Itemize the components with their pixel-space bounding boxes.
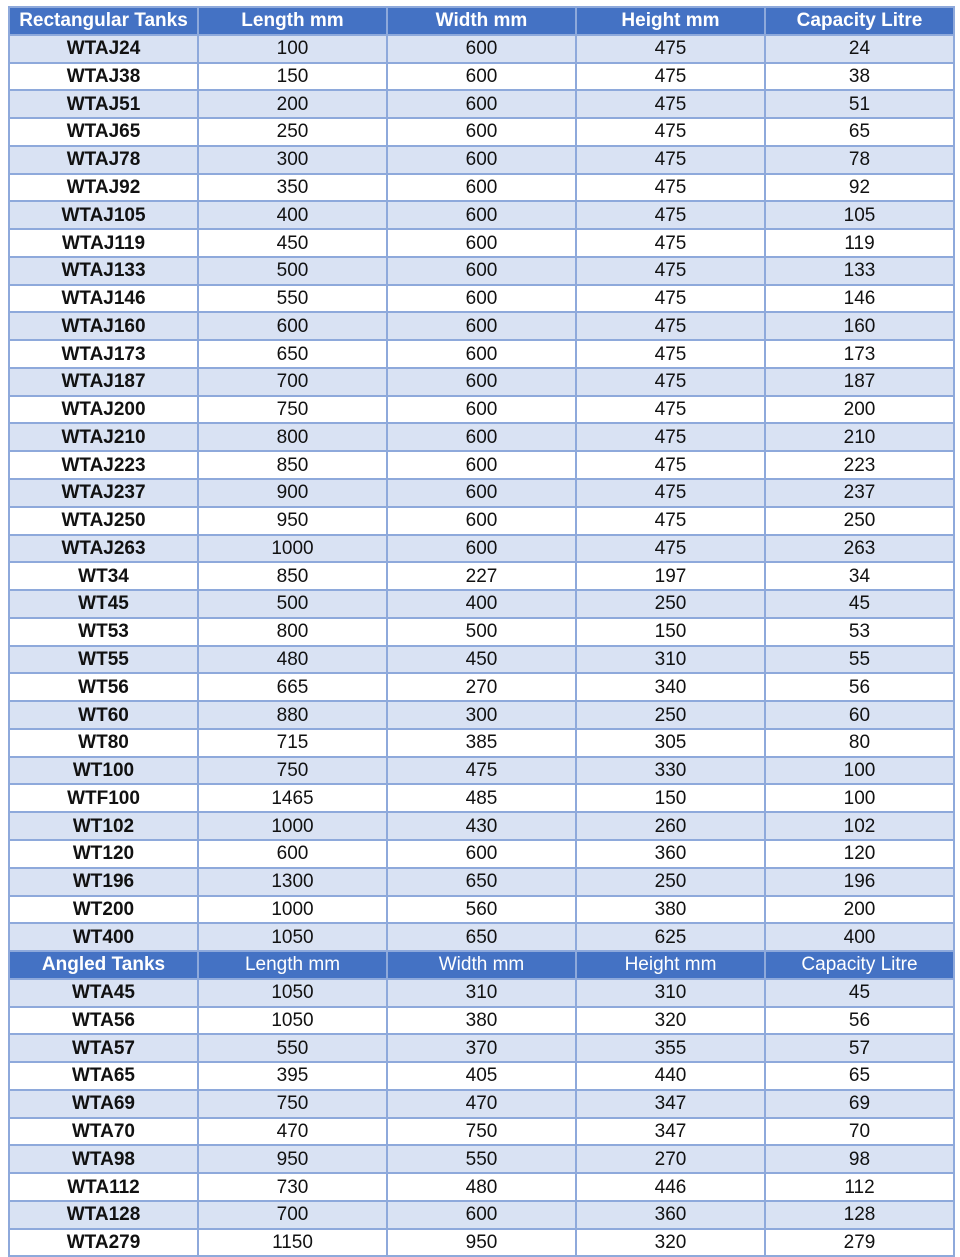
model-cell: WTA69	[9, 1090, 198, 1118]
model-cell: WT53	[9, 618, 198, 646]
model-cell: WTAJ65	[9, 118, 198, 146]
rectangular-header-row	[9, 7, 954, 35]
width-cell: 500	[387, 618, 576, 646]
table-row	[9, 784, 954, 812]
width-cell: 310	[387, 979, 576, 1007]
height-cell: 360	[576, 1201, 765, 1229]
capacity-cell: 78	[765, 146, 954, 174]
height-cell: 475	[576, 340, 765, 368]
table-row	[9, 1034, 954, 1062]
height-cell: 197	[576, 562, 765, 590]
capacity-cell: 92	[765, 174, 954, 202]
capacity-cell: 120	[765, 840, 954, 868]
height-cell: 475	[576, 451, 765, 479]
model-cell: WTA56	[9, 1007, 198, 1035]
rectangular-section-title: Rectangular Tanks	[9, 7, 198, 35]
length-cell: 300	[198, 146, 387, 174]
height-cell: 260	[576, 812, 765, 840]
capacity-cell: 146	[765, 285, 954, 313]
model-cell: WT120	[9, 840, 198, 868]
length-cell: 400	[198, 201, 387, 229]
length-cell: 1300	[198, 868, 387, 896]
table-row	[9, 535, 954, 563]
length-cell: 1000	[198, 812, 387, 840]
width-cell: 600	[387, 90, 576, 118]
length-cell: 250	[198, 118, 387, 146]
table-row	[9, 673, 954, 701]
capacity-cell: 160	[765, 312, 954, 340]
width-cell: 480	[387, 1173, 576, 1201]
table-row	[9, 1090, 954, 1118]
model-cell: WT34	[9, 562, 198, 590]
length-cell: 750	[198, 757, 387, 785]
table-row	[9, 229, 954, 257]
table-row	[9, 562, 954, 590]
capacity-cell: 263	[765, 535, 954, 563]
capacity-cell: 34	[765, 562, 954, 590]
capacity-cell: 24	[765, 35, 954, 63]
capacity-cell: 237	[765, 479, 954, 507]
height-cell: 340	[576, 673, 765, 701]
capacity-cell: 100	[765, 784, 954, 812]
capacity-cell: 210	[765, 423, 954, 451]
table-row	[9, 868, 954, 896]
rectangular-capacity-header: Capacity Litre	[765, 7, 954, 35]
angled-capacity-header: Capacity Litre	[765, 951, 954, 979]
capacity-cell: 279	[765, 1229, 954, 1257]
height-cell: 320	[576, 1229, 765, 1257]
model-cell: WT45	[9, 590, 198, 618]
width-cell: 380	[387, 1007, 576, 1035]
width-cell: 600	[387, 174, 576, 202]
width-cell: 600	[387, 368, 576, 396]
height-cell: 330	[576, 757, 765, 785]
capacity-cell: 65	[765, 118, 954, 146]
width-cell: 950	[387, 1229, 576, 1257]
table-row	[9, 479, 954, 507]
width-cell: 400	[387, 590, 576, 618]
length-cell: 100	[198, 35, 387, 63]
model-cell: WTAJ237	[9, 479, 198, 507]
capacity-cell: 45	[765, 979, 954, 1007]
model-cell: WT196	[9, 868, 198, 896]
capacity-cell: 56	[765, 673, 954, 701]
width-cell: 485	[387, 784, 576, 812]
model-cell: WTAJ78	[9, 146, 198, 174]
angled-height-header: Height mm	[576, 951, 765, 979]
width-cell: 650	[387, 923, 576, 951]
capacity-cell: 400	[765, 923, 954, 951]
width-cell: 600	[387, 146, 576, 174]
table-row	[9, 63, 954, 91]
capacity-cell: 196	[765, 868, 954, 896]
width-cell: 560	[387, 896, 576, 924]
model-cell: WTAJ38	[9, 63, 198, 91]
height-cell: 475	[576, 285, 765, 313]
table-row	[9, 618, 954, 646]
capacity-cell: 133	[765, 257, 954, 285]
length-cell: 650	[198, 340, 387, 368]
height-cell: 440	[576, 1062, 765, 1090]
length-cell: 450	[198, 229, 387, 257]
height-cell: 475	[576, 479, 765, 507]
table-row	[9, 396, 954, 424]
capacity-cell: 38	[765, 63, 954, 91]
table-row	[9, 979, 954, 1007]
capacity-cell: 65	[765, 1062, 954, 1090]
length-cell: 150	[198, 63, 387, 91]
height-cell: 150	[576, 618, 765, 646]
width-cell: 600	[387, 312, 576, 340]
model-cell: WTA57	[9, 1034, 198, 1062]
width-cell: 600	[387, 63, 576, 91]
length-cell: 700	[198, 368, 387, 396]
capacity-cell: 187	[765, 368, 954, 396]
height-cell: 475	[576, 146, 765, 174]
table-row	[9, 757, 954, 785]
model-cell: WTAJ160	[9, 312, 198, 340]
length-cell: 800	[198, 618, 387, 646]
model-cell: WT80	[9, 729, 198, 757]
capacity-cell: 69	[765, 1090, 954, 1118]
capacity-cell: 102	[765, 812, 954, 840]
height-cell: 355	[576, 1034, 765, 1062]
model-cell: WTAJ133	[9, 257, 198, 285]
table-row	[9, 896, 954, 924]
height-cell: 475	[576, 396, 765, 424]
height-cell: 380	[576, 896, 765, 924]
model-cell: WT400	[9, 923, 198, 951]
height-cell: 270	[576, 1145, 765, 1173]
width-cell: 227	[387, 562, 576, 590]
table-row	[9, 1173, 954, 1201]
length-cell: 550	[198, 1034, 387, 1062]
capacity-cell: 55	[765, 646, 954, 674]
model-cell: WT102	[9, 812, 198, 840]
table-row	[9, 257, 954, 285]
width-cell: 600	[387, 257, 576, 285]
width-cell: 600	[387, 285, 576, 313]
length-cell: 715	[198, 729, 387, 757]
length-cell: 1000	[198, 535, 387, 563]
length-cell: 730	[198, 1173, 387, 1201]
width-cell: 600	[387, 479, 576, 507]
rectangular-length-header: Length mm	[198, 7, 387, 35]
height-cell: 475	[576, 229, 765, 257]
model-cell: WTAJ210	[9, 423, 198, 451]
tank-table-body	[9, 7, 954, 1256]
width-cell: 385	[387, 729, 576, 757]
length-cell: 1000	[198, 896, 387, 924]
width-cell: 450	[387, 646, 576, 674]
height-cell: 475	[576, 63, 765, 91]
capacity-cell: 60	[765, 701, 954, 729]
model-cell: WTA45	[9, 979, 198, 1007]
width-cell: 600	[387, 507, 576, 535]
height-cell: 347	[576, 1118, 765, 1146]
length-cell: 950	[198, 1145, 387, 1173]
capacity-cell: 173	[765, 340, 954, 368]
model-cell: WTAJ263	[9, 535, 198, 563]
table-row	[9, 285, 954, 313]
capacity-cell: 200	[765, 896, 954, 924]
width-cell: 600	[387, 840, 576, 868]
model-cell: WT55	[9, 646, 198, 674]
length-cell: 750	[198, 396, 387, 424]
height-cell: 475	[576, 507, 765, 535]
model-cell: WTAJ51	[9, 90, 198, 118]
length-cell: 200	[198, 90, 387, 118]
length-cell: 800	[198, 423, 387, 451]
length-cell: 1050	[198, 979, 387, 1007]
capacity-cell: 70	[765, 1118, 954, 1146]
capacity-cell: 56	[765, 1007, 954, 1035]
model-cell: WTAJ105	[9, 201, 198, 229]
angled-header-row	[9, 951, 954, 979]
height-cell: 475	[576, 35, 765, 63]
capacity-cell: 223	[765, 451, 954, 479]
height-cell: 475	[576, 368, 765, 396]
length-cell: 600	[198, 840, 387, 868]
table-row	[9, 174, 954, 202]
rectangular-height-header: Height mm	[576, 7, 765, 35]
capacity-cell: 128	[765, 1201, 954, 1229]
model-cell: WTAJ250	[9, 507, 198, 535]
length-cell: 500	[198, 257, 387, 285]
model-cell: WTF100	[9, 784, 198, 812]
length-cell: 850	[198, 451, 387, 479]
height-cell: 475	[576, 312, 765, 340]
length-cell: 1050	[198, 1007, 387, 1035]
width-cell: 600	[387, 35, 576, 63]
model-cell: WTA128	[9, 1201, 198, 1229]
height-cell: 250	[576, 868, 765, 896]
width-cell: 430	[387, 812, 576, 840]
length-cell: 880	[198, 701, 387, 729]
capacity-cell: 45	[765, 590, 954, 618]
height-cell: 360	[576, 840, 765, 868]
width-cell: 270	[387, 673, 576, 701]
height-cell: 250	[576, 701, 765, 729]
capacity-cell: 80	[765, 729, 954, 757]
table-row	[9, 1007, 954, 1035]
table-row	[9, 340, 954, 368]
capacity-cell: 250	[765, 507, 954, 535]
angled-length-header: Length mm	[198, 951, 387, 979]
width-cell: 600	[387, 396, 576, 424]
capacity-cell: 119	[765, 229, 954, 257]
table-row	[9, 1201, 954, 1229]
width-cell: 300	[387, 701, 576, 729]
table-row	[9, 368, 954, 396]
table-row	[9, 451, 954, 479]
model-cell: WT60	[9, 701, 198, 729]
width-cell: 475	[387, 757, 576, 785]
length-cell: 470	[198, 1118, 387, 1146]
width-cell: 600	[387, 201, 576, 229]
model-cell: WTA279	[9, 1229, 198, 1257]
length-cell: 665	[198, 673, 387, 701]
angled-width-header: Width mm	[387, 951, 576, 979]
model-cell: WTAJ146	[9, 285, 198, 313]
width-cell: 650	[387, 868, 576, 896]
width-cell: 750	[387, 1118, 576, 1146]
rectangular-width-header: Width mm	[387, 7, 576, 35]
height-cell: 150	[576, 784, 765, 812]
length-cell: 1050	[198, 923, 387, 951]
height-cell: 475	[576, 535, 765, 563]
capacity-cell: 53	[765, 618, 954, 646]
table-row	[9, 35, 954, 63]
height-cell: 310	[576, 979, 765, 1007]
table-row	[9, 507, 954, 535]
width-cell: 370	[387, 1034, 576, 1062]
height-cell: 250	[576, 590, 765, 618]
tank-specifications-table	[8, 6, 955, 1257]
width-cell: 600	[387, 423, 576, 451]
model-cell: WTA70	[9, 1118, 198, 1146]
width-cell: 600	[387, 451, 576, 479]
table-row	[9, 590, 954, 618]
model-cell: WTAJ173	[9, 340, 198, 368]
table-row	[9, 90, 954, 118]
model-cell: WTAJ200	[9, 396, 198, 424]
model-cell: WTAJ92	[9, 174, 198, 202]
length-cell: 900	[198, 479, 387, 507]
length-cell: 700	[198, 1201, 387, 1229]
table-row	[9, 701, 954, 729]
capacity-cell: 105	[765, 201, 954, 229]
capacity-cell: 98	[765, 1145, 954, 1173]
model-cell: WT200	[9, 896, 198, 924]
width-cell: 550	[387, 1145, 576, 1173]
length-cell: 600	[198, 312, 387, 340]
width-cell: 600	[387, 340, 576, 368]
width-cell: 600	[387, 229, 576, 257]
height-cell: 475	[576, 201, 765, 229]
height-cell: 475	[576, 423, 765, 451]
table-row	[9, 1145, 954, 1173]
height-cell: 475	[576, 174, 765, 202]
model-cell: WTAJ223	[9, 451, 198, 479]
length-cell: 550	[198, 285, 387, 313]
capacity-cell: 200	[765, 396, 954, 424]
model-cell: WT56	[9, 673, 198, 701]
model-cell: WT100	[9, 757, 198, 785]
table-row	[9, 729, 954, 757]
height-cell: 320	[576, 1007, 765, 1035]
model-cell: WTAJ119	[9, 229, 198, 257]
height-cell: 446	[576, 1173, 765, 1201]
table-row	[9, 840, 954, 868]
table-row	[9, 1118, 954, 1146]
height-cell: 625	[576, 923, 765, 951]
model-cell: WTAJ24	[9, 35, 198, 63]
length-cell: 1150	[198, 1229, 387, 1257]
length-cell: 350	[198, 174, 387, 202]
table-row	[9, 812, 954, 840]
table-row	[9, 646, 954, 674]
height-cell: 305	[576, 729, 765, 757]
capacity-cell: 112	[765, 1173, 954, 1201]
table-row	[9, 923, 954, 951]
length-cell: 1465	[198, 784, 387, 812]
height-cell: 310	[576, 646, 765, 674]
model-cell: WTA112	[9, 1173, 198, 1201]
length-cell: 500	[198, 590, 387, 618]
height-cell: 347	[576, 1090, 765, 1118]
width-cell: 600	[387, 1201, 576, 1229]
table-row	[9, 423, 954, 451]
length-cell: 480	[198, 646, 387, 674]
width-cell: 405	[387, 1062, 576, 1090]
angled-section-title: Angled Tanks	[9, 951, 198, 979]
table-row	[9, 312, 954, 340]
model-cell: WTA65	[9, 1062, 198, 1090]
model-cell: WTAJ187	[9, 368, 198, 396]
width-cell: 600	[387, 118, 576, 146]
table-row	[9, 201, 954, 229]
capacity-cell: 51	[765, 90, 954, 118]
height-cell: 475	[576, 257, 765, 285]
table-row	[9, 1229, 954, 1257]
width-cell: 600	[387, 535, 576, 563]
height-cell: 475	[576, 90, 765, 118]
length-cell: 750	[198, 1090, 387, 1118]
length-cell: 950	[198, 507, 387, 535]
capacity-cell: 100	[765, 757, 954, 785]
width-cell: 470	[387, 1090, 576, 1118]
height-cell: 475	[576, 118, 765, 146]
table-row	[9, 146, 954, 174]
length-cell: 850	[198, 562, 387, 590]
length-cell: 395	[198, 1062, 387, 1090]
model-cell: WTA98	[9, 1145, 198, 1173]
table-row	[9, 1062, 954, 1090]
capacity-cell: 57	[765, 1034, 954, 1062]
table-row	[9, 118, 954, 146]
